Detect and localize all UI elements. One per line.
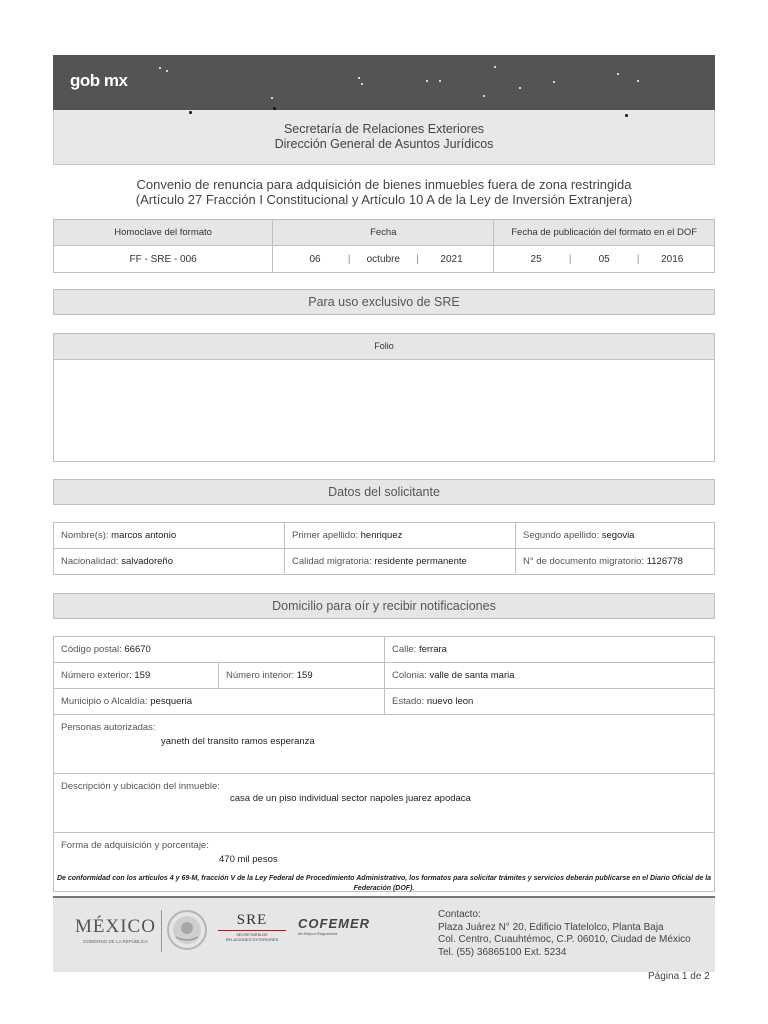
sre-banner: Para uso exclusivo de SRE (53, 289, 715, 315)
folio-label: Folio (54, 334, 714, 360)
documento-value: 1126778 (646, 556, 683, 567)
title-line-1: Convenio de renuncia para adquisición de bienes inmuebles fuera de zona restringida (136, 177, 632, 192)
fecha-value: 06 | octubre | 2021 (273, 246, 494, 273)
fecha-anio: 2021 (440, 253, 463, 265)
ext-cell: Número exterior: 159 (54, 663, 219, 689)
nacionalidad-cell: Nacionalidad: salvadoreño (54, 549, 285, 575)
descripcion-cell: Descripción y ubicación del inmueble: casa de un piso individual sector napoles juarez apodaca (54, 774, 715, 833)
calidad-cell: Calidad migratoria: residente permanente (285, 549, 516, 575)
homoclave-value: FF - SRE - 006 (54, 246, 273, 273)
ext-value: 159 (134, 670, 151, 681)
fecha-header: Fecha (273, 220, 494, 246)
colonia-cell: Colonia: valle de santa maria (385, 663, 715, 689)
domicilio-table (53, 636, 715, 892)
primer-apellido-cell: Primer apellido: henriquez (285, 523, 516, 549)
dof-header: Fecha de publicación del formato en el DOF (494, 220, 715, 246)
personas-cell: Personas autorizadas: yaneth del transito ramos esperanza (54, 715, 715, 774)
title-line-2: (Artículo 27 Fracción I Constitucional y Artículo 10 A de la Ley de Inversión Extranjera) (135, 192, 633, 207)
format-table (53, 219, 715, 273)
primer-apellido-value: henriquez (360, 530, 403, 541)
dof-value: 25 | 05 | 2016 (494, 246, 715, 273)
domicilio-banner: Domicilio para oír y recibir notificaciones (53, 593, 715, 619)
municipio-value: pesqueria (150, 696, 192, 707)
estado-value: nuevo leon (426, 696, 474, 707)
dof-mes: 05 (598, 253, 610, 265)
colonia-value: valle de santa maria (429, 670, 515, 681)
dof-dia: 25 (530, 253, 542, 265)
forma-value: 470 mil pesos (219, 854, 278, 865)
nombre-value: marcos antonio (111, 530, 177, 541)
legal-note: De conformidad con los artículos 4 y 69-M, fracción V de la Ley Federal de Procedimiento Administrativo, los formatos para solicitar trámites y servicios deberán publicarse en el Diario Oficial de la Federación (DOF). (56, 875, 712, 892)
page-number: Página 1 de 2 (648, 971, 710, 982)
secretaria-name: Secretaría de Relaciones Exteriores (283, 122, 485, 136)
nacionalidad-value: salvadoreño (121, 556, 173, 567)
calle-value: ferrara (418, 644, 447, 655)
dof-anio: 2016 (661, 253, 684, 265)
fecha-mes: octubre (366, 253, 400, 265)
header-subtitle (53, 110, 715, 165)
sre-logo: SRE SECRETARÍA DE RELACIONES EXTERIORES (218, 912, 286, 942)
cp-cell: Código postal: 66670 (54, 637, 385, 663)
folio-box (53, 333, 715, 462)
cp-value: 66670 (124, 644, 151, 655)
personas-value: yaneth del transito ramos esperanza (161, 736, 315, 747)
top-bar (53, 55, 715, 110)
document-title (53, 177, 715, 207)
nombre-cell: Nombre(s): marcos antonio (54, 523, 285, 549)
segundo-apellido-cell: Segundo apellido: segovia (516, 523, 715, 549)
descripcion-value: casa de un piso individual sector napoles juarez apodaca (230, 793, 471, 804)
coat-of-arms-icon (166, 909, 208, 956)
cofemer-logo: COFEMER de Mejora Regulatoria (298, 916, 370, 936)
estado-cell: Estado: nuevo leon (385, 689, 715, 715)
solicitante-banner: Datos del solicitante (53, 479, 715, 505)
contact-info: Contacto: Plaza Juárez N° 20, Edificio Tlatelolco, Planta Baja Col. Centro, Cuauhtémoc, C.P. 06010, Ciudad de México Tel. (55) 36865100 Ext. 5234 (438, 909, 691, 958)
segundo-apellido-value: segovia (601, 530, 635, 541)
direccion-name: Dirección General de Asuntos Jurídicos (274, 137, 494, 151)
solicitante-table (53, 522, 715, 575)
int-cell: Número interior: 159 (219, 663, 385, 689)
mexico-logo: MÉXICO GOBIERNO DE LA REPÚBLICA (75, 916, 156, 944)
homoclave-header: Homoclave del formato (54, 220, 273, 246)
calidad-value: residente permanente (374, 556, 467, 567)
municipio-cell: Municipio o Alcaldía: pesqueria (54, 689, 385, 715)
gobmx-logo: gob mx (70, 71, 128, 90)
calle-cell: Calle: ferrara (385, 637, 715, 663)
int-value: 159 (296, 670, 313, 681)
fecha-dia: 06 (309, 253, 321, 265)
documento-cell: N° de documento migratorio: 1126778 (516, 549, 715, 575)
forma-cell: Forma de adquisición y porcentaje: 470 mil pesos (54, 833, 715, 892)
